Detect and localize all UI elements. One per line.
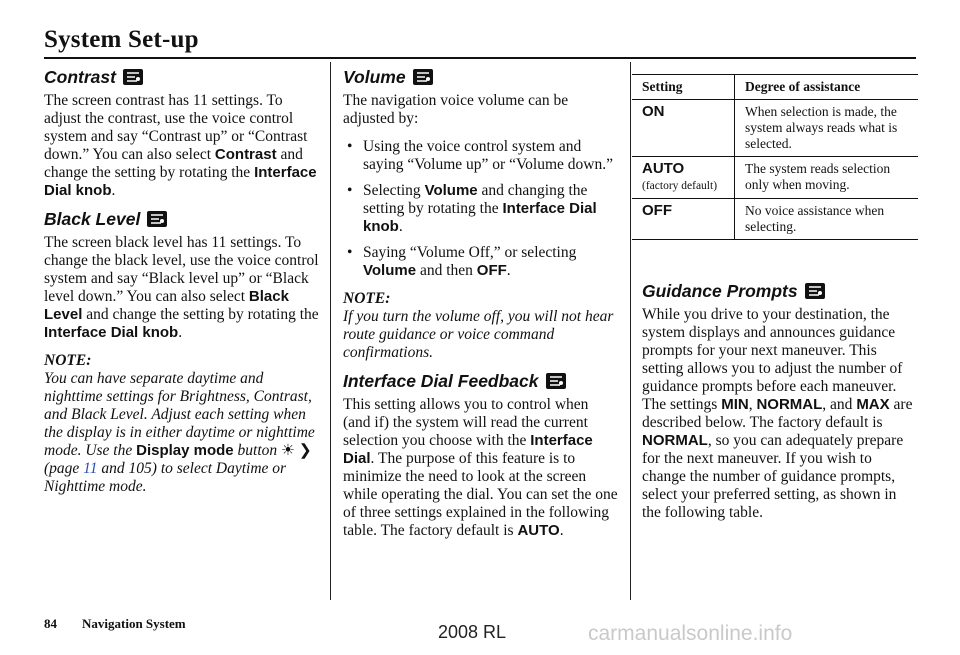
voice-command-icon [146, 210, 168, 228]
column-right [642, 282, 918, 532]
note-text: If you turn the volume off, you will not hear route guidance or voice command confirmations. [343, 308, 614, 361]
list-item: • Saying “Volume Off,” or selecting Volume and then OFF. [343, 244, 619, 280]
section-heading-volume: Volume [343, 68, 619, 86]
column-divider [330, 62, 331, 600]
table-row [632, 199, 918, 240]
note-label: NOTE: [343, 290, 391, 307]
page-number: 84 [44, 616, 57, 631]
setting-value: OFF [642, 202, 672, 219]
note-label: NOTE: [44, 352, 92, 369]
section-heading-guidance-prompts: Guidance Prompts [642, 282, 918, 300]
note-text: You can have separate daytime and nighttime settings for Brightness, Contrast, and Black Level. Adjust each setting when the display is in either daytime or nighttime mode. Use the Display mode button ☀ ❯ (page 11 and 105) to select Daytime or Nighttime mode. [44, 370, 315, 495]
list-item: • Selecting Volume and changing the setting by rotating the Interface Dial knob. [343, 182, 619, 236]
settings-table [632, 74, 918, 240]
title-rule [44, 57, 916, 59]
voice-command-icon [412, 68, 434, 86]
voice-command-icon [804, 282, 826, 300]
column-middle [343, 68, 619, 550]
footer-section: Navigation System [82, 616, 186, 631]
column-divider [630, 62, 631, 600]
voice-command-icon [122, 68, 144, 86]
setting-description: No voice assistance when selecting. [735, 199, 919, 240]
voice-command-icon [545, 372, 567, 390]
setting-sub: (factory default) [642, 180, 718, 192]
contrast-paragraph: The screen contrast has 11 settings. To adjust the contrast, use the voice control system and say “Contrast up” or “Contrast down.” You can also select Contrast and change the setting by rotating the Interface Dial knob. [44, 92, 317, 199]
page-link[interactable]: 11 [83, 460, 98, 477]
section-heading-contrast: Contrast [44, 68, 320, 86]
setting-description: The system reads selection only when moving. [735, 157, 919, 199]
column-header: Degree of assistance [735, 75, 919, 100]
section-heading-black-level: Black Level [44, 210, 320, 228]
column-header: Setting [632, 75, 735, 100]
list-item: • Using the voice control system and saying “Volume up” or “Volume down.” [343, 138, 619, 174]
table-row [632, 100, 918, 157]
footer-year: 2008 RL [438, 622, 507, 642]
setting-description: When selection is made, the system always reads what is selected. [735, 100, 919, 157]
volume-list [343, 138, 619, 280]
setting-value: AUTO [642, 160, 685, 177]
table-row [632, 157, 918, 199]
guidance-paragraph: While you drive to your destination, the system displays and announces guidance prompts for your next maneuver. This setting allows you to adjust the number of guidance prompts before each maneuver. The settings MIN, NORMAL, and MAX are described below. The factory default is NORMAL, so you can adequately prepare for the next maneuver. If you wish to change the number of guidance prompts, select your preferred setting, as shown in the following table. [642, 306, 913, 521]
black-level-paragraph: The screen black level has 11 settings. To change the black level, use the voice control system and say “Black level up” or “Black level down.” You can also select Black Level and change the setting by rotating the Interface Dial knob. [44, 234, 319, 341]
table-header-row [632, 75, 918, 100]
display-mode-icon: ☀ ❯ [281, 442, 312, 459]
section-heading-dial-feedback: Interface Dial Feedback [343, 372, 619, 390]
column-left [44, 68, 320, 506]
volume-intro: The navigation voice volume can be adjusted by: [343, 92, 569, 127]
setting-value: ON [642, 103, 665, 120]
dial-feedback-paragraph: This setting allows you to control when (and if) the system will read the current selection you choose with the Interface Dial. The purpose of this feature is to minimize the need to look at the screen while operating the dial. You can set the one of three settings explained in the following table. The factory default is AUTO. [343, 396, 618, 539]
watermark: carmanualsonline.info [588, 622, 793, 645]
page-title: System Set-up [44, 26, 199, 53]
